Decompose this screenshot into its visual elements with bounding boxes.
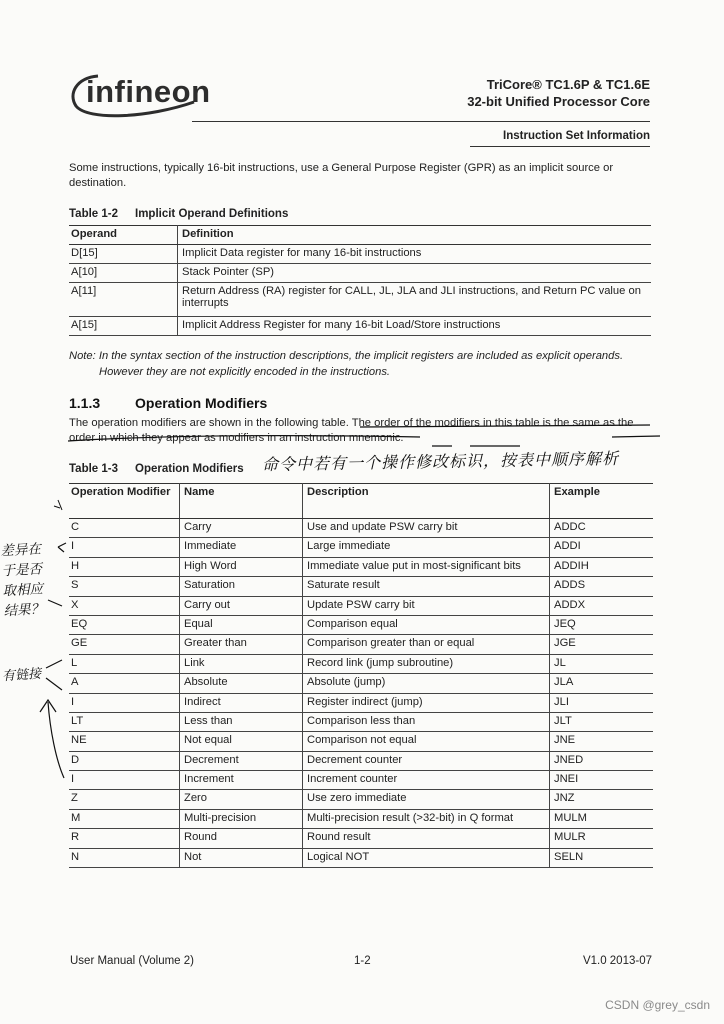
table-row <box>69 848 653 867</box>
table2-number: Table 1-3 <box>69 463 118 475</box>
note-line-2: However they are not explicitly encoded in the instructions. <box>99 366 391 378</box>
title-line-2: 32-bit Unified Processor Core <box>467 94 650 109</box>
description-cell: Absolute (jump) <box>303 674 550 693</box>
table-header-row <box>69 484 653 519</box>
modifier-cell: D <box>69 751 180 770</box>
name-cell: Less than <box>180 712 303 731</box>
name-cell: Decrement <box>180 751 303 770</box>
example-cell: ADDX <box>550 596 654 615</box>
example-cell: JNED <box>550 751 654 770</box>
description-cell: Use and update PSW carry bit <box>303 519 550 538</box>
modifier-cell: N <box>69 848 180 867</box>
description-cell: Round result <box>303 829 550 848</box>
name-cell: Saturation <box>180 577 303 596</box>
definition-cell: Implicit Address Register for many 16-bit Load/Store instructions <box>178 317 652 336</box>
table-header-row <box>69 226 651 245</box>
implicit-operand-table <box>69 225 651 336</box>
table-row <box>69 693 653 712</box>
example-cell: JL <box>550 654 654 673</box>
example-cell: JLI <box>550 693 654 712</box>
infineon-logo <box>68 66 211 126</box>
table-row <box>69 829 653 848</box>
name-cell: Zero <box>180 790 303 809</box>
operand-cell: A[11] <box>69 283 178 317</box>
note-line-1: Note: In the syntax section of the instruction descriptions, the implicit registers are included as explicit operands. <box>69 350 624 362</box>
handwritten-note-link: 有链接 <box>1 666 42 685</box>
example-cell: SELN <box>550 848 654 867</box>
modifier-cell: I <box>69 693 180 712</box>
example-cell: MULM <box>550 809 654 828</box>
table-row <box>69 635 653 654</box>
modifier-cell: M <box>69 809 180 828</box>
modifier-cell: R <box>69 829 180 848</box>
name-cell: Carry out <box>180 596 303 615</box>
table1-number: Table 1-2 <box>69 208 118 220</box>
operand-cell: D[15] <box>69 245 178 264</box>
arrow-mark <box>46 660 62 690</box>
section-number: 1.1.3 <box>69 395 101 411</box>
table-row <box>69 557 653 576</box>
modifier-cell: Z <box>69 790 180 809</box>
table-row <box>69 317 651 336</box>
description-cell: Comparison not equal <box>303 732 550 751</box>
description-cell: Multi-precision result (>32-bit) in Q format <box>303 809 550 828</box>
column-header: Definition <box>178 226 652 245</box>
example-cell: ADDIH <box>550 557 654 576</box>
description-cell: Large immediate <box>303 538 550 557</box>
example-cell: ADDS <box>550 577 654 596</box>
name-cell: Round <box>180 829 303 848</box>
modifier-cell: I <box>69 771 180 790</box>
description-cell: Decrement counter <box>303 751 550 770</box>
name-cell: Not equal <box>180 732 303 751</box>
table-row <box>69 264 651 283</box>
table-row <box>69 674 653 693</box>
example-cell: ADDC <box>550 519 654 538</box>
example-cell: JLT <box>550 712 654 731</box>
title-line-1: TriCore® TC1.6P & TC1.6E <box>486 77 650 92</box>
definition-cell: Implicit Data register for many 16-bit instructions <box>178 245 652 264</box>
table1-title: Implicit Operand Definitions <box>135 208 289 220</box>
footer-manual-title: User Manual (Volume 2) <box>70 955 194 967</box>
footer-version: V1.0 2013-07 <box>582 955 652 967</box>
column-header: Description <box>303 484 550 519</box>
example-cell: JNEI <box>550 771 654 790</box>
table-row <box>69 519 653 538</box>
table-row <box>69 790 653 809</box>
column-header: Operand <box>69 226 178 245</box>
description-cell: Logical NOT <box>303 848 550 867</box>
modifier-cell: GE <box>69 635 180 654</box>
definition-cell: Return Address (RA) register for CALL, JL, JLA and JLI instructions, and Return PC value on interrupts <box>178 283 652 317</box>
column-header: Operation Modifier <box>69 484 180 519</box>
table-row <box>69 809 653 828</box>
name-cell: Link <box>180 654 303 673</box>
section-title: Operation Modifiers <box>135 395 268 411</box>
name-cell: Greater than <box>180 635 303 654</box>
name-cell: Indirect <box>180 693 303 712</box>
description-cell: Register indirect (jump) <box>303 693 550 712</box>
table-row <box>69 732 653 751</box>
description-cell: Increment counter <box>303 771 550 790</box>
column-header: Name <box>180 484 303 519</box>
section-tag: Instruction Set Information <box>503 130 650 142</box>
table-row <box>69 771 653 790</box>
handwritten-note-left: 差异在于是否取相应结果？ <box>0 541 45 620</box>
logo-text: infineon <box>86 74 211 109</box>
example-cell: JNZ <box>550 790 654 809</box>
modifier-cell: L <box>69 654 180 673</box>
footer-page-number: 1-2 <box>354 955 371 967</box>
column-header: Example <box>550 484 654 519</box>
header-rule <box>192 121 650 122</box>
name-cell: Absolute <box>180 674 303 693</box>
table-row <box>69 596 653 615</box>
table-row <box>69 654 653 673</box>
name-cell: Immediate <box>180 538 303 557</box>
operand-cell: A[15] <box>69 317 178 336</box>
document-title <box>467 76 650 110</box>
modifier-cell: C <box>69 519 180 538</box>
name-cell: Increment <box>180 771 303 790</box>
example-cell: JGE <box>550 635 654 654</box>
arrow-mark <box>48 702 64 778</box>
table2-caption <box>69 463 244 475</box>
table-row <box>69 751 653 770</box>
modifier-cell: X <box>69 596 180 615</box>
name-cell: Multi-precision <box>180 809 303 828</box>
name-cell: Equal <box>180 615 303 634</box>
description-cell: Record link (jump subroutine) <box>303 654 550 673</box>
table2-title: Operation Modifiers <box>135 463 244 475</box>
operand-cell: A[10] <box>69 264 178 283</box>
modifier-cell: EQ <box>69 615 180 634</box>
table-row <box>69 712 653 731</box>
handwritten-note-top: 命令中若有一个操作修改标识，按表中顺序解析 <box>261 448 620 475</box>
pen-tick <box>54 500 62 510</box>
table-row <box>69 283 651 317</box>
arrow-mark <box>58 543 66 552</box>
definition-cell: Stack Pointer (SP) <box>178 264 652 283</box>
name-cell: Not <box>180 848 303 867</box>
section-heading <box>69 395 267 411</box>
description-cell: Comparison less than <box>303 712 550 731</box>
table1-caption <box>69 208 288 220</box>
example-cell: ADDI <box>550 538 654 557</box>
modifier-cell: S <box>69 577 180 596</box>
modifier-cell: A <box>69 674 180 693</box>
example-cell: JLA <box>550 674 654 693</box>
description-cell: Saturate result <box>303 577 550 596</box>
watermark: CSDN @grey_csdn <box>605 998 710 1012</box>
intro-paragraph: Some instructions, typically 16-bit instructions, use a General Purpose Register (GPR) as an implicit source or destination. <box>69 162 614 189</box>
name-cell: High Word <box>180 557 303 576</box>
modifier-cell: LT <box>69 712 180 731</box>
modifier-cell: H <box>69 557 180 576</box>
table-row <box>69 538 653 557</box>
arrow-mark <box>40 700 56 712</box>
note <box>69 348 655 380</box>
modifier-cell: NE <box>69 732 180 751</box>
section-tag-rule <box>470 146 650 147</box>
description-cell: Comparison greater than or equal <box>303 635 550 654</box>
table-row <box>69 615 653 634</box>
operation-modifiers-table <box>69 483 653 868</box>
example-cell: MULR <box>550 829 654 848</box>
description-cell: Immediate value put in most-significant bits <box>303 557 550 576</box>
modifier-cell: I <box>69 538 180 557</box>
table-row <box>69 577 653 596</box>
name-cell: Carry <box>180 519 303 538</box>
table-row <box>69 245 651 264</box>
section-paragraph: The operation modifiers are shown in the following table. The order of the modifiers in this table is the same as the order in which they appear as modifiers in an instruction mnemonic. <box>69 417 634 444</box>
description-cell: Comparison equal <box>303 615 550 634</box>
description-cell: Use zero immediate <box>303 790 550 809</box>
example-cell: JEQ <box>550 615 654 634</box>
example-cell: JNE <box>550 732 654 751</box>
description-cell: Update PSW carry bit <box>303 596 550 615</box>
